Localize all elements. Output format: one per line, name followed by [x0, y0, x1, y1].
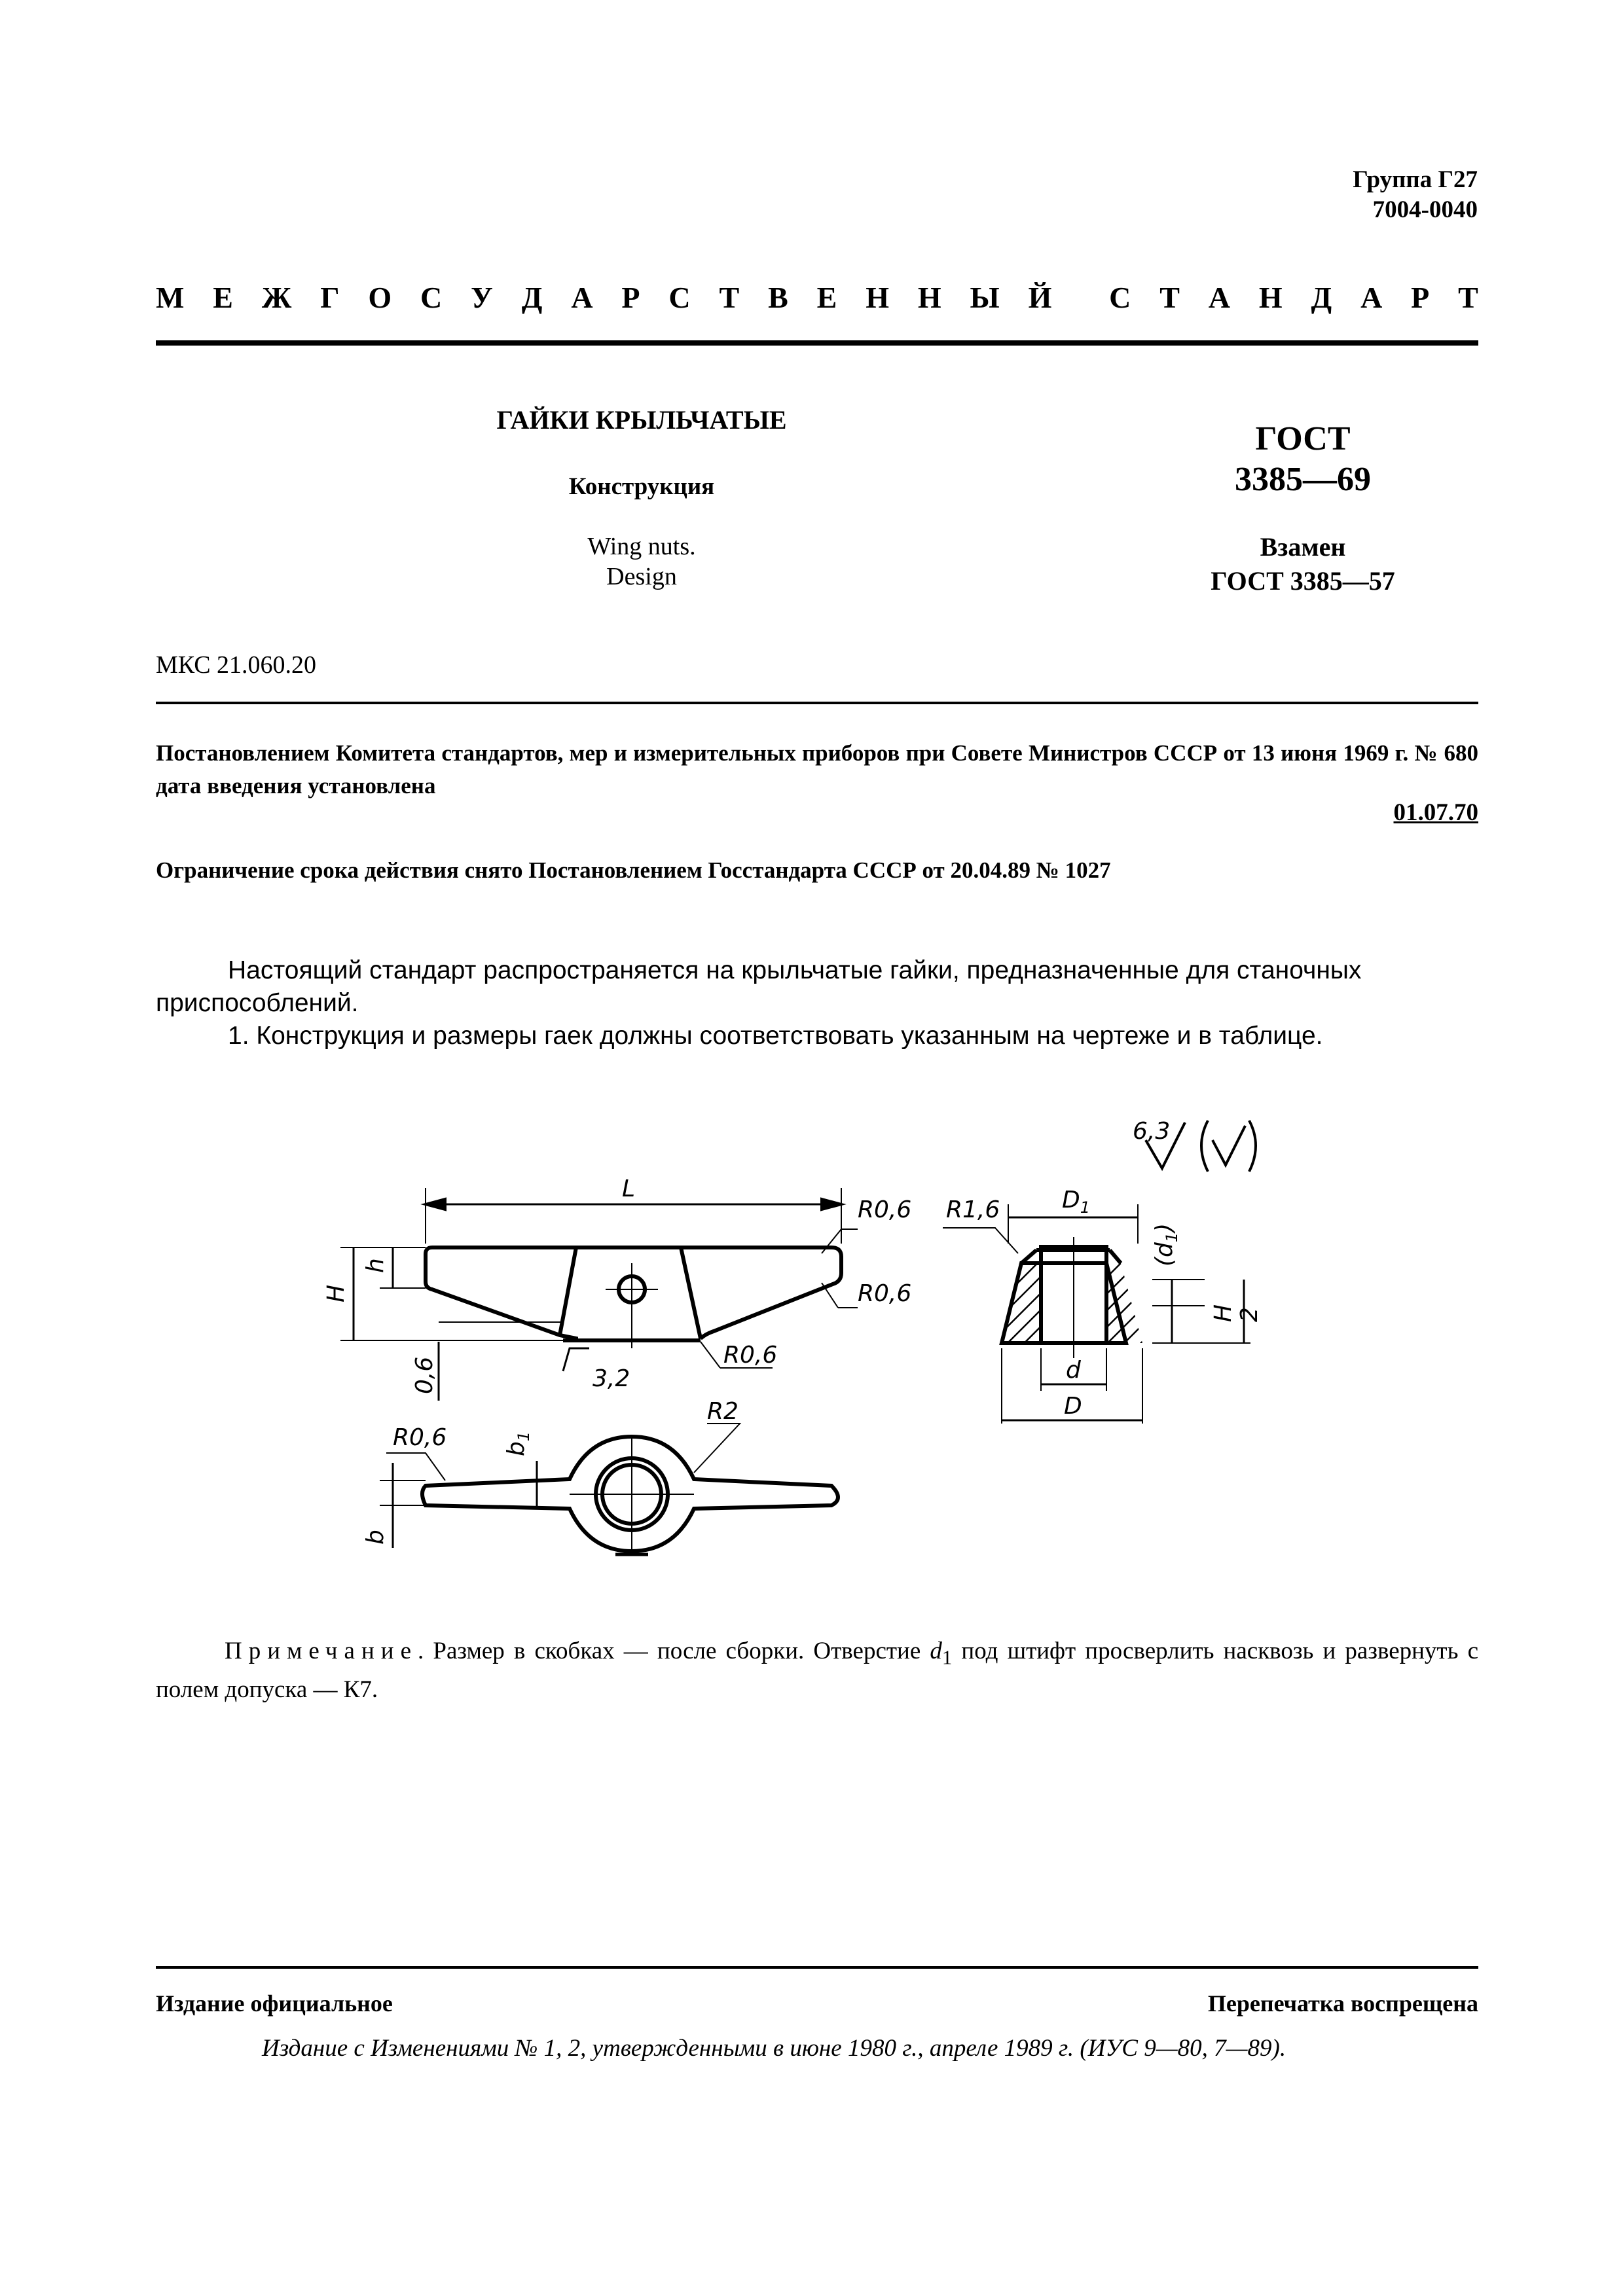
label-D: D — [1064, 1393, 1082, 1420]
footer-rule — [156, 1966, 1478, 1969]
roughness-symbol-general — [1213, 1126, 1245, 1165]
banner-letter: В — [768, 281, 788, 314]
note-symbol: d — [930, 1638, 942, 1664]
note — [156, 1635, 1478, 1706]
note-symbol-sub: 1 — [941, 1646, 953, 1669]
banner-letter: У — [471, 281, 493, 314]
label-d1: $(d_1)$ — [1151, 1223, 1181, 1266]
group-line-1: Группа Г27 — [1353, 166, 1478, 193]
label-r06-bottom: R0,6 — [723, 1342, 778, 1369]
limitation-text: Ограничение срока действия снято Постановлением Госстандарта СССР от 20.04.89 № 1027 — [156, 857, 1111, 883]
banner-letter: Е — [213, 281, 233, 314]
label-H2-den: 2 — [1236, 1307, 1263, 1322]
label-3-2: 3,2 — [593, 1365, 630, 1392]
banner-letter: Е — [816, 281, 837, 314]
footer-official: Издание официальное — [156, 1990, 393, 2017]
note-text-after: под штифт просверлить насквозь и развернуть с полем допуска — К7. — [156, 1638, 1478, 1704]
banner-letter: Д — [1311, 281, 1332, 314]
label-L: L — [622, 1175, 636, 1202]
front-view — [426, 1247, 841, 1340]
banner-letter: А — [571, 281, 593, 314]
replace-line-2: ГОСТ 3385—57 — [1211, 566, 1395, 596]
label-r2: R2 — [707, 1398, 739, 1425]
gost-line-1: ГОСТ — [1255, 420, 1351, 457]
replace-line-1: Взамен — [1260, 532, 1346, 562]
footer-reprint: Перепечатка воспрещена — [1207, 1990, 1478, 2017]
banner-letter: Р — [1411, 281, 1430, 314]
banner-letter: С — [1109, 281, 1131, 314]
group-line-2: 7004-0040 — [1372, 196, 1478, 223]
label-h: h — [362, 1258, 389, 1273]
note-text-before: . Размер в скобках — после сборки. Отверстие — [418, 1638, 930, 1664]
banner-letter: Н — [917, 281, 941, 314]
banner-letter: Р — [621, 281, 640, 314]
banner-letter: М — [156, 281, 185, 314]
gost-line-2: 3385—69 — [1235, 461, 1371, 498]
mks-code: МКС 21.060.20 — [156, 651, 317, 679]
label-H: H — [323, 1284, 350, 1302]
label-r16: R1,6 — [946, 1196, 1000, 1223]
banner-letter: Н — [1258, 281, 1283, 314]
footer-edition: Издание с Изменениями № 1, 2, утвержденными в июне 1980 г., апреле 1989 г. (ИУС 9—80, 7—89). — [262, 2035, 1286, 2062]
english-line-2: Design — [606, 563, 677, 590]
banner-letter: Ж — [261, 281, 292, 314]
banner-letter: Д — [521, 281, 543, 314]
label-0-6: 0,6 — [411, 1356, 438, 1394]
roughness-value: 6,3 — [1133, 1118, 1171, 1145]
banner-letter: О — [368, 281, 392, 314]
label-r06-top: R0,6 — [858, 1196, 912, 1223]
banner-letter: Т — [1458, 281, 1478, 314]
label-b: b — [362, 1530, 389, 1545]
english-line-1: Wing nuts. — [587, 533, 696, 560]
body-paragraph-1: Настоящий стандарт распространяется на крыльчатые гайки, предназначенные для станочных приспособлений. — [156, 956, 1362, 1017]
banner-letter: С — [420, 281, 443, 314]
banner-letter: Ы — [970, 281, 1000, 314]
document-title: ГАЙКИ КРЫЛЬЧАТЫЕ — [496, 405, 787, 435]
decree-text: Постановлением Комитета стандартов, мер и измерительных приборов при Совете Министров СССР от 13 июня 1969 г. № 680 дата введения установлена — [156, 740, 1478, 798]
banner-letter: Й — [1028, 281, 1052, 314]
banner-letter: А — [1208, 281, 1230, 314]
label-r06-top-view: R0,6 — [393, 1424, 447, 1451]
banner-letter: Т — [1159, 281, 1180, 314]
label-r06-mid: R0,6 — [858, 1280, 912, 1307]
document-subtitle: Конструкция — [568, 473, 715, 500]
banner-letter: Г — [320, 281, 340, 314]
label-H2-num: H — [1210, 1304, 1237, 1322]
body-paragraph-2: 1. Конструкция и размеры гаек должны соответствовать указанным на чертеже и в таблице. — [228, 1022, 1323, 1050]
label-d: d — [1066, 1357, 1081, 1384]
banner-letter: Н — [866, 281, 889, 314]
note-label: Примечание — [225, 1638, 418, 1664]
banner-letter: Т — [719, 281, 740, 314]
label-D1: $D_1$ — [1062, 1187, 1091, 1217]
banner-letter: А — [1360, 281, 1383, 314]
effective-date: 01.07.70 — [1393, 799, 1478, 826]
banner-letter: С — [668, 281, 691, 314]
label-b1: $b_1$ — [503, 1431, 533, 1456]
